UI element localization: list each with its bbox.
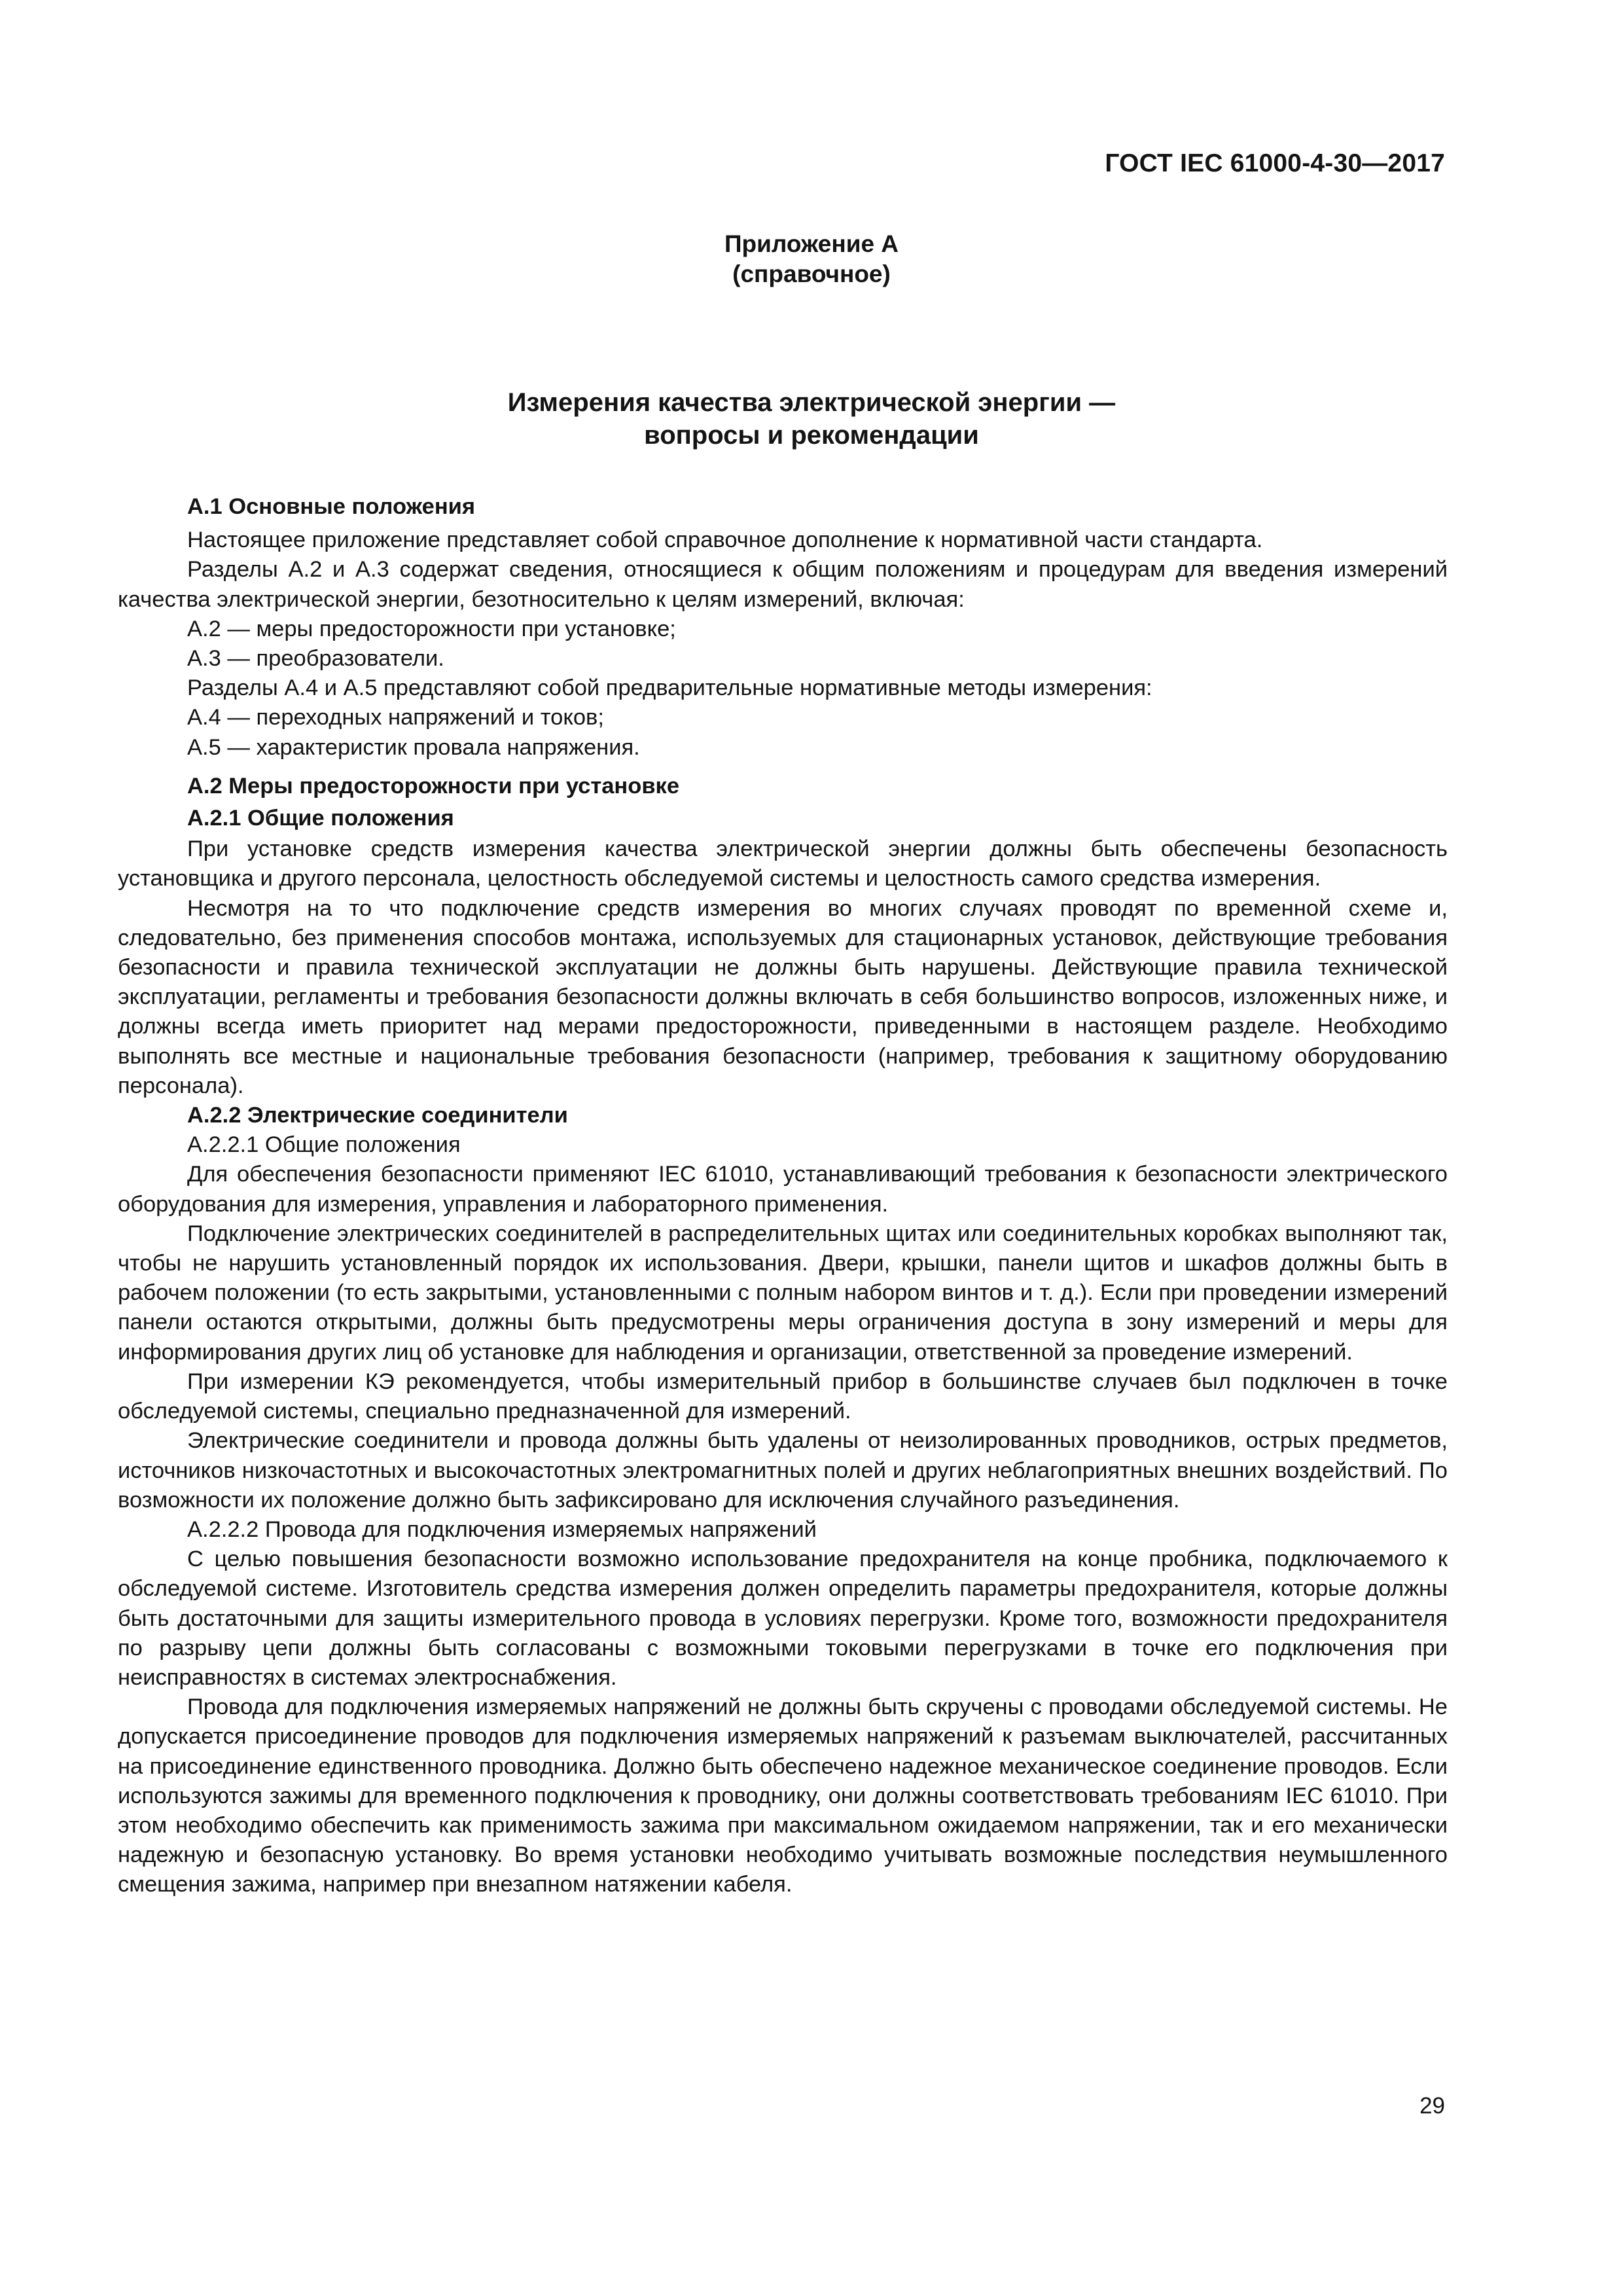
paragraph: Подключение электрических соединителей в распределительных щитах или соединительных коробках выполняют так, чтобы не нарушить установленный порядок их использования. Двери, крышки, панели щитов и шкафов должны быть в рабочем положении (то есть закрытыми, установленными с полным набором винтов и т. д.). Если при проведении измерений панели остаются открытыми, должны быть предусмотрены меры ограничения доступа в зону измерений и меры для информирования других лиц об установке для наблюдения и организации, ответственной за проведение измерений. <box>118 1221 1448 1365</box>
paragraph: При измерении КЭ рекомендуется, чтобы измерительный прибор в большинстве случаев был подключен в точке обследуемой системы, специально предназначенной для измерений. <box>118 1369 1448 1424</box>
document-identifier: ГОСТ IEC 61000-4-30—2017 <box>1105 149 1445 177</box>
appendix-label <box>0 229 1623 289</box>
document-body <box>118 492 1448 1900</box>
paragraph: Для обеспечения безопасности применяют IEC 61010, устанавливающий требования к безопасности электрического оборудования для измерения, управления и лабораторного применения. <box>118 1162 1448 1217</box>
section-heading-a2: А.2 Меры предосторожности при установке <box>187 773 680 798</box>
paragraph: Разделы А.2 и А.3 содержат сведения, относящиеся к общим положениям и процедурам для введения измерений качества электрической энергии, безотносительно к целям измерений, включая: <box>118 557 1448 612</box>
main-title <box>0 386 1623 452</box>
list-item: А.2 — меры предосторожности при установке; <box>187 616 676 641</box>
subsection-heading-a221: А.2.2.1 Общие положения <box>187 1132 461 1158</box>
main-title-line-2: вопросы и рекомендации <box>644 421 979 450</box>
appendix-title: Приложение А <box>724 230 899 257</box>
paragraph: Разделы А.4 и А.5 представляют собой предварительные нормативные методы измерения: <box>187 675 1152 701</box>
appendix-type: (справочное) <box>732 260 891 287</box>
paragraph: С целью повышения безопасности возможно использование предохранителя на конце пробника, подключаемого к обследуемой системе. Изготовитель средства измерения должен определить параметры предохранителя, которые должны быть достаточными для защиты измерительного провода в условиях перегрузки. Кроме того, возможности предохранителя по разрыву цепи должны быть согласованы с возможными токовыми перегрузками в точке его подключения при неисправностях в системах электроснабжения. <box>118 1547 1448 1690</box>
section-heading-a1: А.1 Основные положения <box>187 494 475 519</box>
subsection-heading-a21: А.2.1 Общие положения <box>187 806 454 831</box>
subsection-heading-a222: А.2.2.2 Провода для подключения измеряемых напряжений <box>187 1516 817 1542</box>
paragraph: Провода для подключения измеряемых напряжений не должны быть скручены с проводами обследуемой системы. Не допускается присоединение проводов для подключения измеряемых напряжений к разъемам выключателей, рассчитанных на присоединение единственного проводника. Должно быть обеспечено надежное механическое соединение проводов. Если используются зажимы для временного подключения к проводнику, они должны соответствовать требованиям IEC 61010. При этом необходимо обеспечить как применимость зажима при максимальном ожидаемом напряжении, так и его механически надежную и безопасную установку. Во время установки необходимо учитывать возможные последствия неумышленного смещения зажима, например при внезапном натяжении кабеля. <box>118 1695 1448 1897</box>
main-title-line-1: Измерения качества электрической энергии — <box>507 388 1116 417</box>
subsection-heading-a22: А.2.2 Электрические соединители <box>187 1103 568 1128</box>
list-item: А.5 — характеристик провала напряжения. <box>187 734 640 760</box>
paragraph: Настоящее приложение представляет собой справочное дополнение к нормативной части стандарта. <box>187 528 1263 553</box>
list-item: А.3 — преобразователи. <box>187 646 444 672</box>
paragraph: При установке средств измерения качества электрической энергии должны быть обеспечены безопасность установщика и другого персонала, целостность обследуемой системы и целостность самого средства измерения. <box>118 836 1448 891</box>
paragraph: Несмотря на то что подключение средств измерения во многих случаях проводят по временной схеме и, следовательно, без применения способов монтажа, используемых для стационарных установок, действующие требования безопасности и правила технической эксплуатации не должны быть нарушены. Действующие правила технической эксплуатации, регламенты и требования безопасности должны включать в себя большинство вопросов, изложенных ниже, и должны всегда иметь приоритет над мерами предосторожности, приведенными в настоящем разделе. Необходимо выполнять все местные и национальные требования безопасности (например, требования к защитному оборудованию персонала). <box>118 895 1448 1098</box>
page-number: 29 <box>1419 2093 1445 2119</box>
list-item: А.4 — переходных напряжений и токов; <box>187 705 604 730</box>
paragraph: Электрические соединители и провода должны быть удалены от неизолированных проводников, острых предметов, источников низкочастотных и высокочастотных электромагнитных полей и других неблагоприятных внешних воздействий. По возможности их положение должно быть зафиксировано для исключения случайного разъединения. <box>118 1428 1448 1513</box>
